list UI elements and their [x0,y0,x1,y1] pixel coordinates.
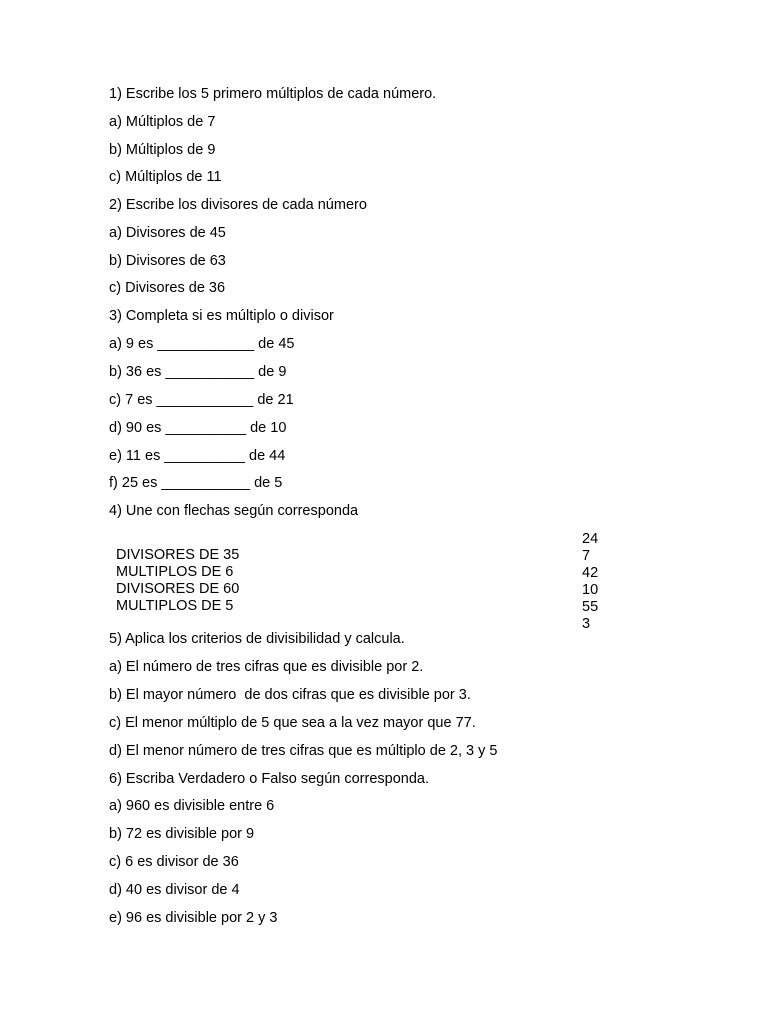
section2-item: c) Divisores de 36 [109,280,226,296]
section1-title: 1) Escribe los 5 primero múltiplos de cada número. [109,86,437,102]
section5-item: d) El menor número de tres cifras que es múltiplo de 2, 3 y 5 [109,743,498,759]
section3-item: e) 11 es __________ de 44 [109,448,286,464]
section6-item: c) 6 es divisor de 36 [109,854,239,870]
matching-right-item: 7 [582,548,591,564]
matching-left-column [116,547,239,615]
matching-right-item: 10 [582,582,599,598]
section2-item: a) Divisores de 45 [109,225,226,241]
matching-right-item: 24 [582,531,599,547]
matching-left-item: DIVISORES DE 35 [116,547,240,563]
section6-item: d) 40 es divisor de 4 [109,882,240,898]
section6-title: 6) Escriba Verdadero o Falso según corresponda. [109,771,429,787]
section5-item: b) El mayor número de dos cifras que es divisible por 3. [109,687,471,703]
matching-right-item: 3 [582,616,591,632]
matching-right-column [582,531,598,633]
section3-item: b) 36 es ___________ de 9 [109,364,287,380]
section6-item: e) 96 es divisible por 2 y 3 [109,910,278,926]
section2-item: b) Divisores de 63 [109,253,226,269]
section1-item: b) Múltiplos de 9 [109,142,216,158]
section5-item: a) El número de tres cifras que es divisible por 2. [109,659,424,675]
matching-left-item: MULTIPLOS DE 5 [116,598,234,614]
matching-left-item: MULTIPLOS DE 6 [116,564,234,580]
matching-left-item: DIVISORES DE 60 [116,581,240,597]
section6-item: b) 72 es divisible por 9 [109,826,255,842]
section1-item: c) Múltiplos de 11 [109,169,222,185]
section5-title: 5) Aplica los criterios de divisibilidad y calcula. [109,631,405,647]
section6-item: a) 960 es divisible entre 6 [109,798,275,814]
section3-item: a) 9 es ____________ de 45 [109,336,295,352]
section4-title: 4) Une con flechas según corresponda [109,503,359,519]
section2-title: 2) Escribe los divisores de cada número [109,197,367,213]
section3-item: c) 7 es ____________ de 21 [109,392,294,408]
section3-item: d) 90 es __________ de 10 [109,420,287,436]
matching-right-item: 55 [582,599,599,615]
section3-title: 3) Completa si es múltiplo o divisor [109,308,334,324]
section1-item: a) Múltiplos de 7 [109,114,216,130]
section3-item: f) 25 es ___________ de 5 [109,475,283,491]
section5-item: c) El menor múltiplo de 5 que sea a la vez mayor que 77. [109,715,476,731]
matching-right-item: 42 [582,565,599,581]
